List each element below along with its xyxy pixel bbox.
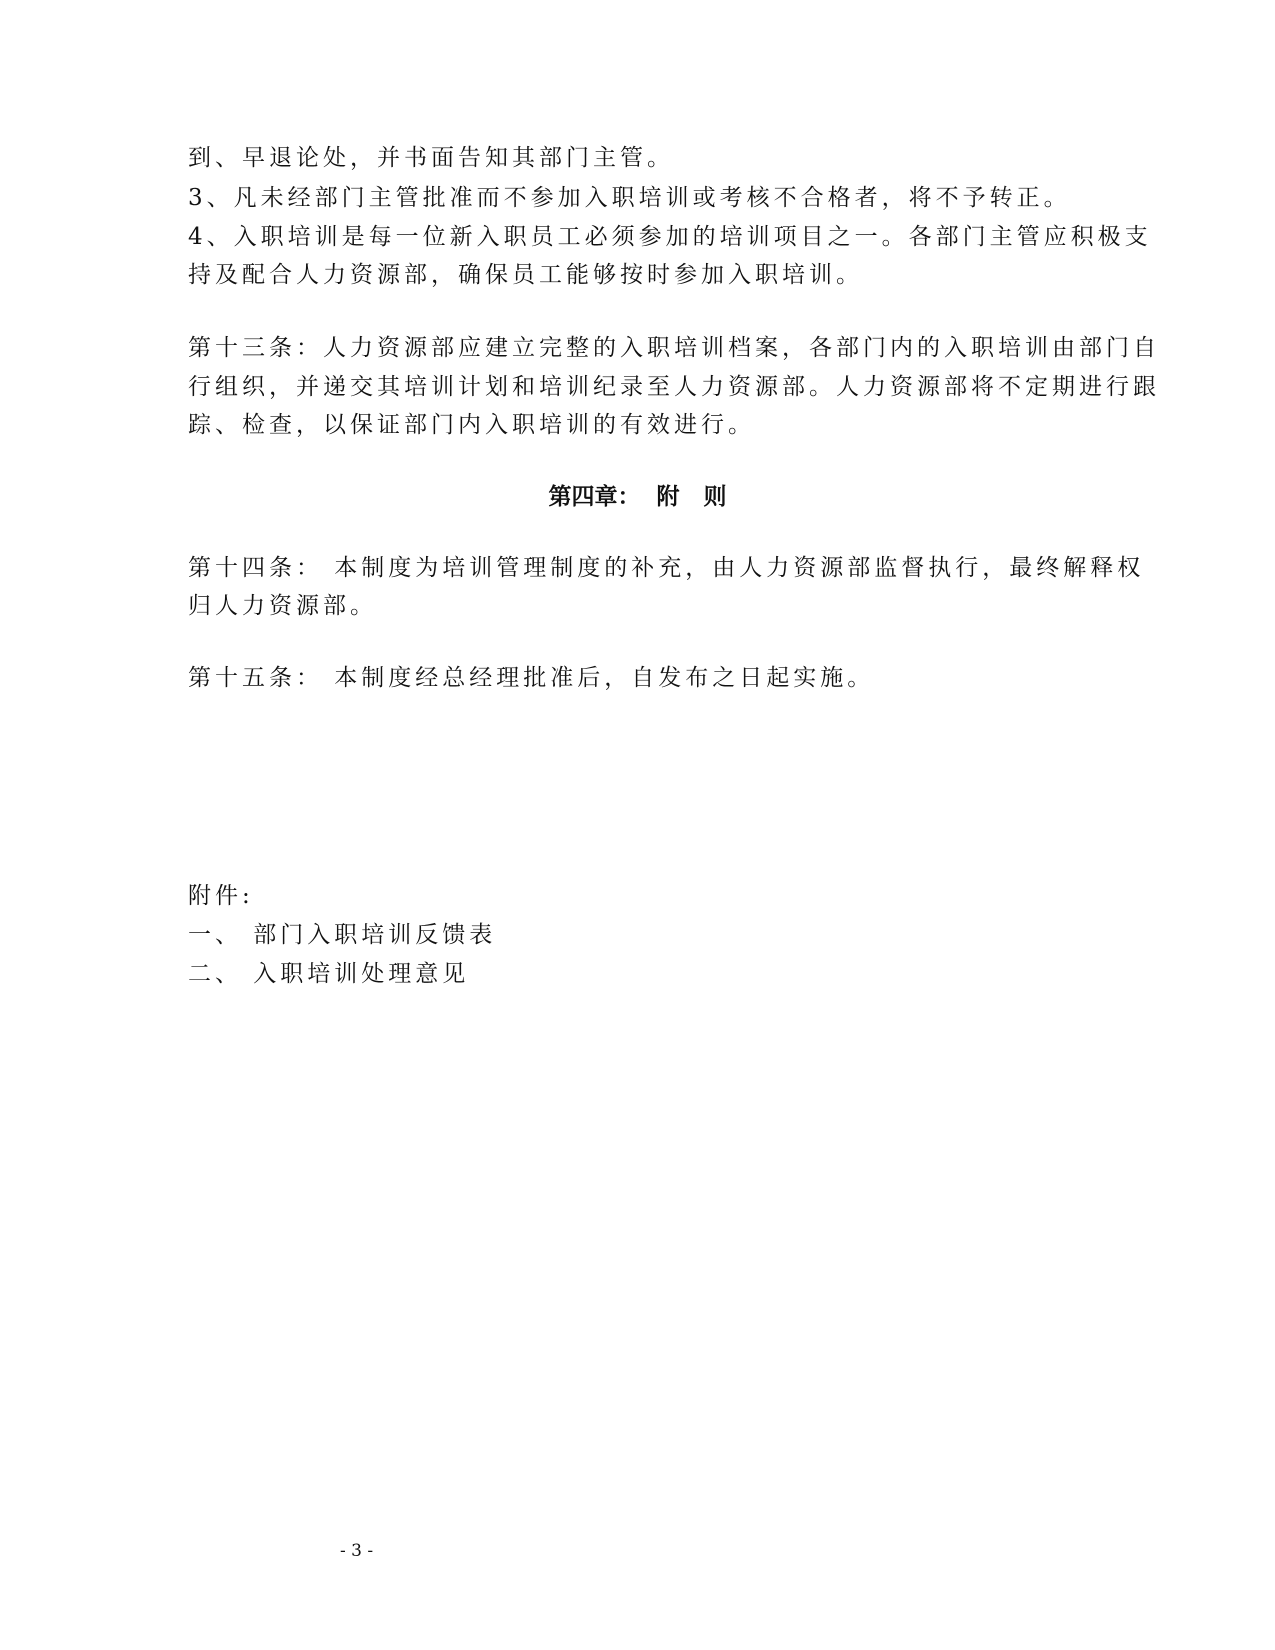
rule-item-4-line-1: 4、入职培训是每一位新入职员工必须参加的培训项目之一。各部门主管应积极支 xyxy=(188,224,1152,250)
article-15: 第十五条： 本制度经总经理批准后，自发布之日起实施。 xyxy=(188,665,875,691)
article-13-line-3: 踪、检查，以保证部门内入职培训的有效进行。 xyxy=(188,412,755,438)
article-13-line-2: 行组织，并递交其培训计划和培训纪录至人力资源部。人力资源部将不定期进行跟 xyxy=(188,374,1160,400)
rule-item-3: 3、凡未经部门主管批准而不参加入职培训或考核不合格者，将不予转正。 xyxy=(188,185,1071,211)
rule-item-4-line-2: 持及配合人力资源部，确保员工能够按时参加入职培训。 xyxy=(188,262,863,288)
attachment-item-2: 二、 入职培训处理意见 xyxy=(188,961,470,987)
text-line-continuation: 到、早退论处，并书面告知其部门主管。 xyxy=(188,145,674,171)
attachments-label: 附件: xyxy=(188,883,254,909)
chapter-4-heading: 第四章： 附 则 xyxy=(548,483,727,510)
page-number: - 3 - xyxy=(340,1541,374,1561)
article-13-line-1: 第十三条：人力资源部应建立完整的入职培训档案，各部门内的入职培训由部门自 xyxy=(188,335,1160,361)
article-14-line-2: 归人力资源部。 xyxy=(188,593,377,619)
attachment-item-1: 一、 部门入职培训反馈表 xyxy=(188,922,497,948)
article-14-line-1: 第十四条： 本制度为培训管理制度的补充，由人力资源部监督执行，最终解释权 xyxy=(188,555,1145,581)
